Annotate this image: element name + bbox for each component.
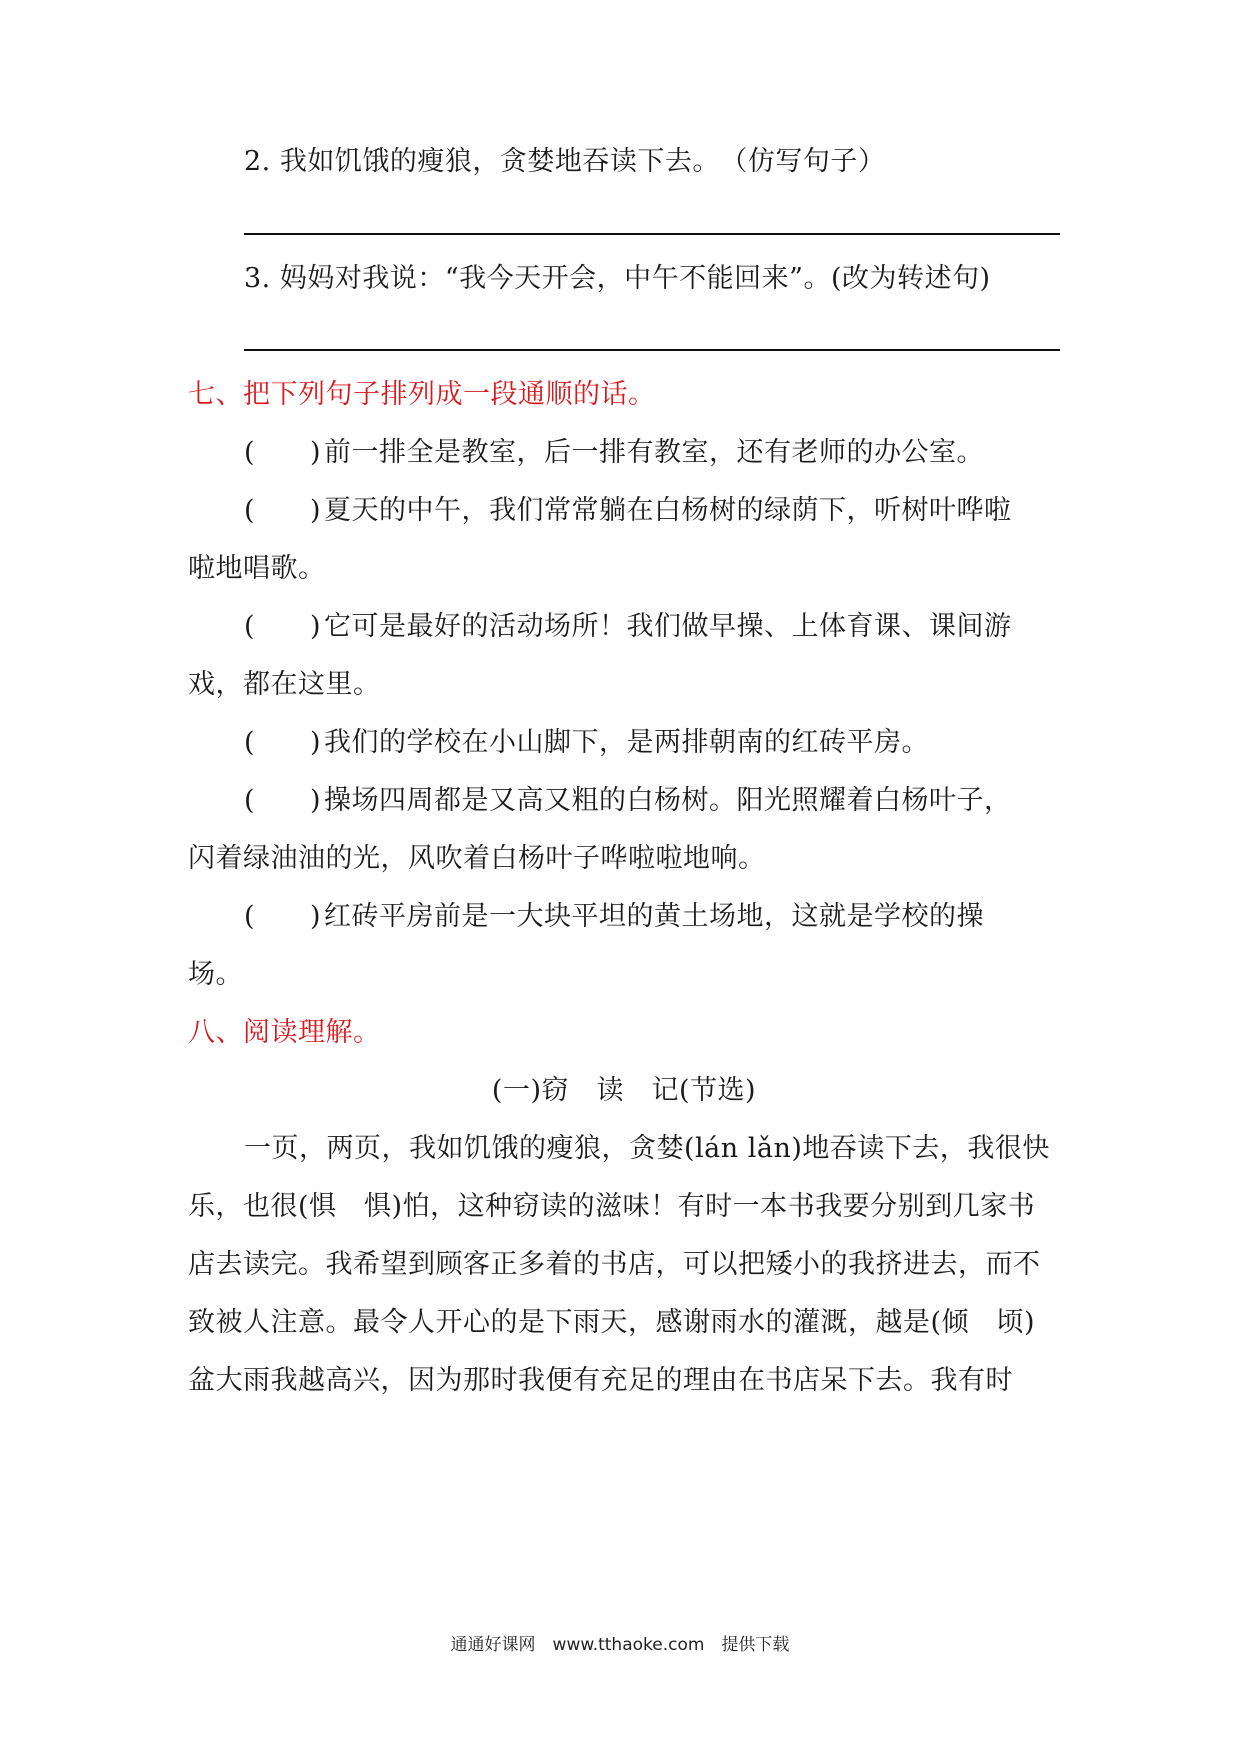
sentence-6-cont: 场。 [188, 959, 243, 990]
answer-line-2 [244, 233, 1060, 235]
sentence-5-cont: 闪着绿油油的光，风吹着白杨叶子哗啦啦地响。 [188, 843, 766, 874]
order-blank[interactable]: ( ) [244, 785, 322, 816]
footer-source: 通通好课网 www.tthaoke.com 提供下载 [450, 1635, 790, 1655]
sentence-4 [244, 723, 1060, 763]
sentence-1-text: 前一排全是教室，后一排有教室，还有老师的办公室。 [324, 437, 984, 468]
sentence-6 [244, 897, 1060, 937]
sentence-6-text: 红砖平房前是一大块平坦的黄土场地，这就是学校的操 [324, 901, 984, 932]
sentence-5-text: 操场四周都是又高又粗的白杨树。阳光照耀着白杨叶子， [324, 785, 1012, 816]
passage-line-4: 致被人注意。最令人开心的是下雨天，感谢雨水的灌溉，越是(倾 顷) [188, 1307, 1036, 1338]
passage-line-1: 一页，两页，我如饥饿的瘦狼，贪婪(lán lǎn)地吞读下去，我很快 [244, 1133, 1050, 1164]
order-blank[interactable]: ( ) [244, 495, 322, 526]
sentence-2-cont: 啦地唱歌。 [188, 553, 326, 584]
sentence-4-text: 我们的学校在小山脚下，是两排朝南的红砖平房。 [324, 727, 929, 758]
section-7-heading: 七、把下列句子排列成一段通顺的话。 [188, 379, 656, 410]
passage-title: (一)窃 读 记(节选) [491, 1075, 757, 1106]
order-blank[interactable]: ( ) [244, 901, 322, 932]
sentence-3-cont: 戏，都在这里。 [188, 669, 381, 700]
passage-line-3: 店去读完。我希望到顾客正多着的书店，可以把矮小的我挤进去，而不 [188, 1249, 1041, 1280]
sentence-3-text: 它可是最好的活动场所！我们做早操、上体育课、课间游 [324, 611, 1012, 642]
sentence-3 [244, 607, 1060, 647]
sentence-2-text: 夏天的中午，我们常常躺在白杨树的绿荫下，听树叶哗啦 [324, 495, 1012, 526]
sentence-2 [244, 491, 1060, 531]
question-3: 3. 妈妈对我说：“我今天开会，中午不能回来”。(改为转述句) [244, 263, 991, 294]
passage-line-5: 盆大雨我越高兴，因为那时我便有充足的理由在书店呆下去。我有时 [188, 1365, 1013, 1396]
section-8-heading: 八、阅读理解。 [188, 1017, 381, 1048]
passage-line-2: 乐，也很(惧 惧)怕，这种窃读的滋味！有时一本书我要分别到几家书 [188, 1191, 1036, 1222]
order-blank[interactable]: ( ) [244, 437, 322, 468]
sentence-5 [244, 781, 1060, 821]
question-2: 2. 我如饥饿的瘦狼，贪婪地吞读下去。 （仿写句子） [244, 146, 886, 177]
order-blank[interactable]: ( ) [244, 611, 322, 642]
sentence-1 [244, 433, 1060, 473]
order-blank[interactable]: ( ) [244, 727, 322, 758]
answer-line-3 [244, 349, 1060, 351]
